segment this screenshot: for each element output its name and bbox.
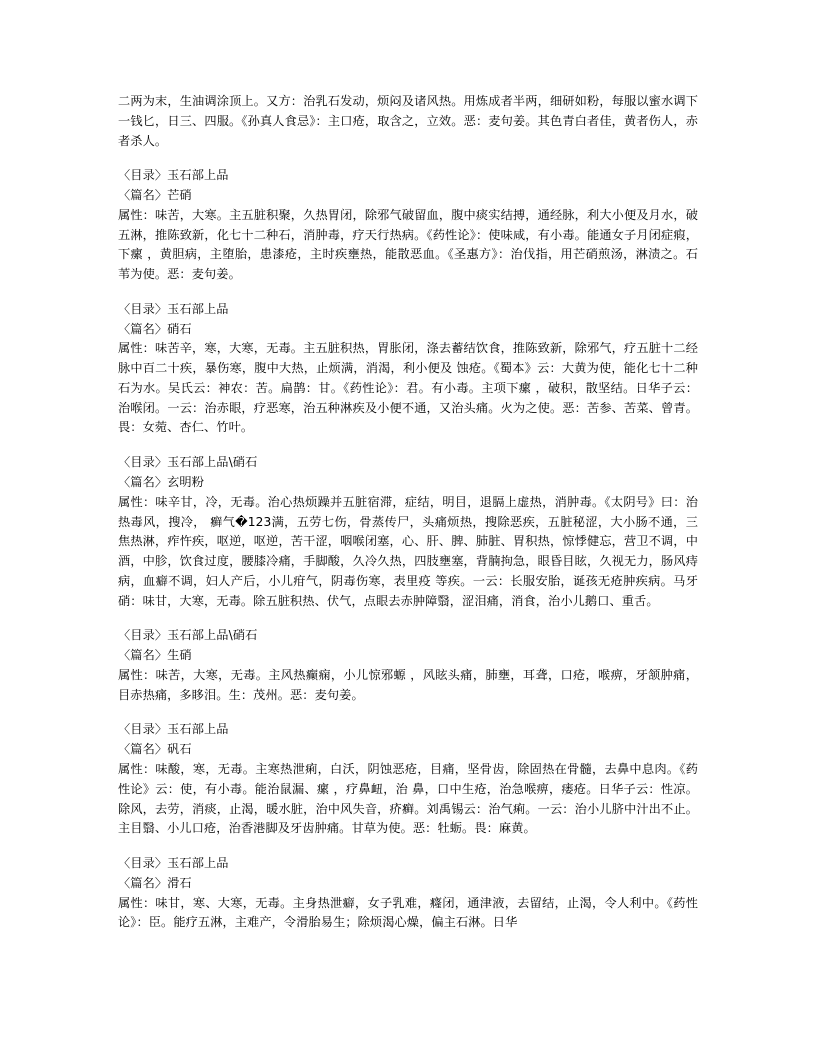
entry-title: 〈篇名〉硝石 — [118, 321, 192, 336]
entry-fanshi — [118, 720, 698, 839]
entry-catalog: 〈目录〉玉石部上品\硝石 — [118, 628, 258, 643]
entry-title: 〈篇名〉玄明粉 — [118, 475, 205, 490]
entry-title: 〈篇名〉生硝 — [118, 648, 192, 663]
entry-huashi — [118, 854, 698, 933]
entry-shengxiao — [118, 626, 698, 705]
entry-title: 〈篇名〉矾石 — [118, 742, 192, 757]
entry-title: 〈篇名〉滑石 — [118, 875, 192, 890]
entry-content: 属性：味辛甘，冷，无毒。治心热烦躁并五脏宿滞，症结，明目，退膈上虚热，消肿毒。《太阴号》曰：治热毒风，搜冷， 癣气�123满，五劳七伤，骨蒸传尸，头痛烦热，搜除恶疾，五脏秘涩，大小肠不通，三焦热淋，痄忤疾，呕逆，呕逆，苦干涩，咽喉闭塞，心、肝、脾、肺脏、胃积热，惊悸健忘，营卫不调，中酒，中胗，饮食过度，腰膝冷痛，手脚酸，久冷久热，四肢壅塞，背腩拘急，眼昏目眩，久视无力，肠风痔病，血癖不调，妇人产后，小儿疳气，阴毒伤寒，表里疫 等疾。一云：长服安胎，诞孩无疮肿疾病。马牙硝：味甘，大寒，无毒。除五脏积热、伏气，点眼去赤肿障翳，涩泪痛，消食，治小儿鹅口、重舌。 — [118, 494, 698, 608]
entry-mangxiao — [118, 166, 698, 285]
document-body — [118, 92, 698, 933]
entry-catalog: 〈目录〉玉石部上品 — [118, 301, 229, 316]
entry-xiaoshi — [118, 300, 698, 438]
intro-paragraph: 二两为末，生油调涂顶上。又方：治乳石发动，烦闷及诸风热。用炼成者半两，细研如粉，每服以蜜水调下一钱匕，日三、四服。《孙真人食忌》：主口疮，取含之，立效。恶：麦句姜。其色青白者佳，黄者伤人，赤者杀人。 — [118, 94, 698, 148]
entry-content: 属性：味甘，寒、大寒，无毒。主身热泄癖，女子乳难，癃闭，通津液，去留结，止渴，令人利中。《药性论》：臣。能疗五淋，主难产，令滑胎易生；除烦渴心燥，偏主石淋。日华 — [118, 895, 698, 930]
entry-content: 属性：味苦辛，寒，大寒，无毒。主五脏积热，胃胀闭，涤去蓄结饮食，推陈致新，除邪气，疗五脏十二经脉中百二十疾，暴伤寒，腹中大热，止烦满，消渴，利小便及 蚀疮。《蜀本》云：大黄为使，能化七十二种石为水。吴氏云：神农：苦。扁鹊：甘。《药性论》：君。有小毒。主项下瘰 ，破积，散坚结。日华子云：治喉闭。一云：治赤眼，疗恶寒，治五种淋疾及小便不通，又治头痛。火为之使。恶：苦参、苦菜、曾青。畏：女菀、杏仁、竹叶。 — [118, 341, 698, 435]
entry-catalog: 〈目录〉玉石部上品 — [118, 722, 229, 737]
entry-catalog: 〈目录〉玉石部上品 — [118, 168, 229, 183]
entry-content: 属性：味苦，大寒。主五脏积聚，久热胃闭，除邪气破留血，腹中痰实结搏，通经脉，利大小便及月水，破五淋，推陈致新，化七十二种石，消肿毒，疗天行热病。《药性论》：使味咸，有小毒。能通女子月闭症瘕，下瘰 ，黄胆病，主堕胎，患漆疮，主时疾壅热，能散恶血。《圣惠方》：治伐指，用芒硝煎汤，淋渍之。石苇为使。恶：麦句姜。 — [118, 207, 698, 282]
entry-content: 属性：味酸，寒，无毒。主寒热泄痢，白沃，阴蚀恶疮，目痛，坚骨齿，除固热在骨髓，去鼻中息肉。《药性论》云：使，有小毒。能治鼠漏、瘰 ，疗鼻衄，治 鼻，口中生疮，治急喉痹，瘘疮。日华子云：性凉。除风，去劳，消痰，止渴，暖水脏，治中风失音，疥癣。刘禹锡云：治气痢。一云：治小儿脐中汁出不止。主目翳、小儿口疮，治香港脚及牙齿肿痛。甘草为使。恶：牡蛎。畏：麻黄。 — [118, 761, 698, 836]
entry-catalog: 〈目录〉玉石部上品\硝石 — [118, 455, 258, 470]
entry-xuanmingfen — [118, 453, 698, 611]
entry-title: 〈篇名〉芒硝 — [118, 188, 192, 203]
entry-catalog: 〈目录〉玉石部上品 — [118, 856, 229, 871]
entry-content: 属性：味苦，大寒，无毒。主风热癫痫，小儿惊邪螈 ，风眩头痛，肺壅，耳聋，口疮，喉痹，牙颔肿痛，目赤热痛，多眵泪。生：茂州。恶：麦句姜。 — [118, 667, 698, 702]
